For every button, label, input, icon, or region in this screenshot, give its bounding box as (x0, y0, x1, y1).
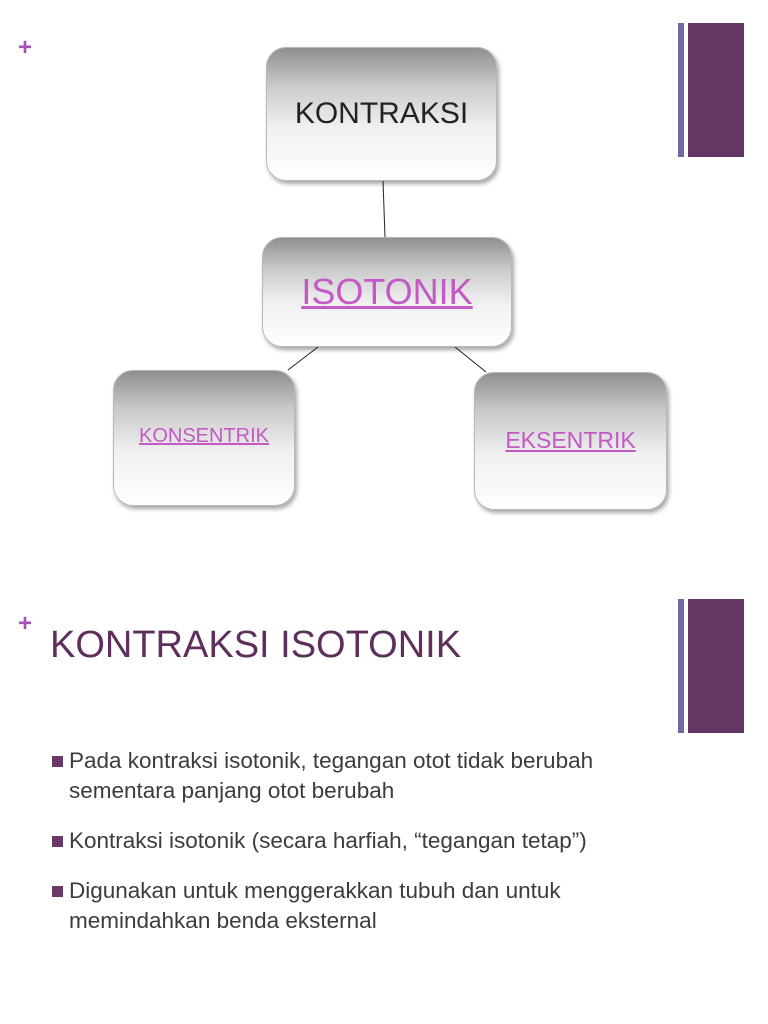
node-isotonik[interactable] (262, 237, 512, 347)
bullet-text: Digunakan untuk menggerakkan tubuh dan untuk memindahkan benda eksternal (69, 878, 561, 933)
bullet-item (52, 826, 692, 856)
node-eksentrik[interactable] (474, 372, 667, 510)
connector-middle-left (288, 347, 318, 370)
bullet-list (52, 746, 692, 956)
node-kontraksi (266, 47, 497, 181)
connector-middle-right (455, 347, 486, 372)
node-isotonik-link[interactable]: ISOTONIK (301, 271, 473, 312)
bullet-square-icon (52, 886, 63, 897)
accent-bar-thin (678, 599, 684, 733)
slide-isotonik (0, 576, 768, 1024)
node-konsentrik[interactable] (113, 370, 295, 506)
connector-root-middle (383, 181, 385, 237)
bullet-item (52, 876, 692, 936)
bullet-text: Kontraksi isotonik (secara harfiah, “tegangan tetap”) (69, 828, 587, 853)
node-kontraksi-label: KONTRAKSI (294, 97, 469, 130)
slide-title: KONTRAKSI ISOTONIK (50, 624, 462, 666)
slide-accent-bars (678, 599, 744, 733)
node-eksentrik-link[interactable]: EKSENTRIK (505, 427, 636, 453)
bullet-item (52, 746, 692, 806)
plus-icon: + (18, 34, 33, 61)
node-konsentrik-link[interactable]: KONSENTRIK (138, 425, 270, 447)
plus-icon: + (18, 610, 33, 637)
accent-bar-thick (688, 599, 744, 733)
bullet-square-icon (52, 756, 63, 767)
bullet-text: Pada kontraksi isotonik, tegangan otot tidak berubah sementara panjang otot berubah (69, 748, 594, 803)
bullet-square-icon (52, 836, 63, 847)
